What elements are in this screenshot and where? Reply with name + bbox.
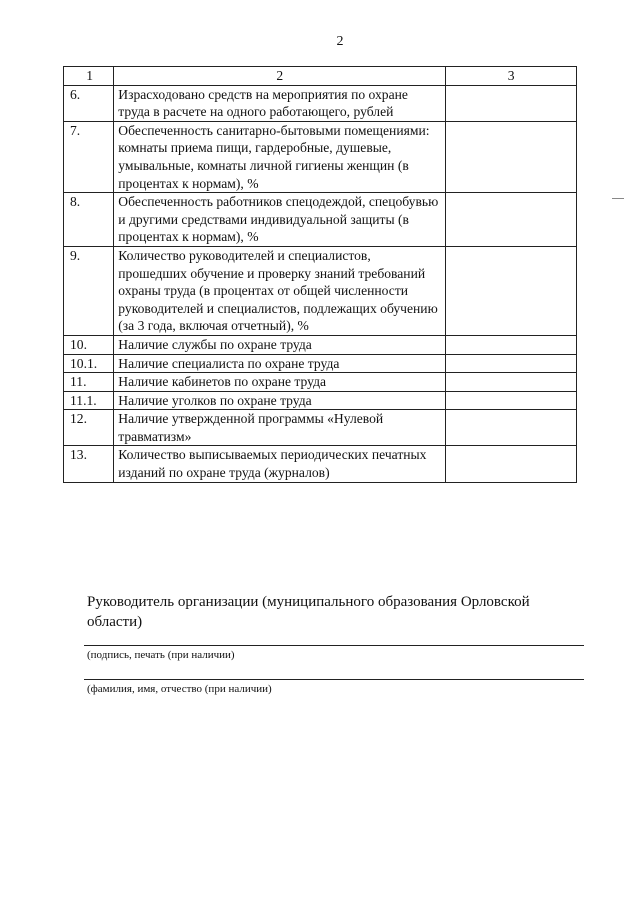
header-cell-indicator: 2 <box>114 67 446 86</box>
row-indicator: Наличие утвержденной программы «Нулевой травматизм» <box>114 410 446 446</box>
row-value <box>446 391 577 410</box>
row-indicator: Наличие уголков по охране труда <box>114 391 446 410</box>
row-number: 10. <box>64 335 114 354</box>
row-indicator: Обеспеченность санитарно-бытовыми помещениями: комнаты приема пищи, гардеробные, душевые, умывальные, комнаты личной гигиены женщин (в процентах к нормам), % <box>114 121 446 192</box>
row-indicator: Количество выписываемых периодических печатных изданий по охране труда (журналов) <box>114 446 446 482</box>
row-value <box>446 246 577 335</box>
table-row <box>64 193 577 247</box>
row-value <box>446 410 577 446</box>
row-number: 13. <box>64 446 114 482</box>
signature-title: Руководитель организации (муниципального образования Орловской области) <box>87 594 530 630</box>
table-row <box>64 373 577 392</box>
table-row <box>64 335 577 354</box>
row-value <box>446 373 577 392</box>
table-header-row <box>64 67 577 86</box>
row-value <box>446 335 577 354</box>
row-value <box>446 193 577 247</box>
table-row <box>64 246 577 335</box>
header-cell-number: 1 <box>64 67 114 86</box>
full-name-line <box>84 679 584 680</box>
row-value <box>446 85 577 121</box>
report-table <box>63 66 577 483</box>
table-row <box>64 121 577 192</box>
row-number: 8. <box>64 193 114 247</box>
row-value <box>446 446 577 482</box>
row-number: 6. <box>64 85 114 121</box>
table-row <box>64 85 577 121</box>
table-row <box>64 410 577 446</box>
row-number: 12. <box>64 410 114 446</box>
page-number: 2 <box>336 34 344 49</box>
row-number: 11. <box>64 373 114 392</box>
row-value <box>446 354 577 373</box>
row-number: 7. <box>64 121 114 192</box>
table-row <box>64 354 577 373</box>
scan-mark <box>612 198 624 199</box>
row-indicator: Количество руководителей и специалистов, прошедших обучение и проверку знаний требований охраны труда (в процентах от общей численности руководителей и специалистов, подлежащих обучению (за 3 года, включая отчетный), % <box>114 246 446 335</box>
row-indicator: Обеспеченность работников спецодеждой, спецобувью и другими средствами индивидуальной защиты (в процентах к нормам), % <box>114 193 446 247</box>
row-indicator: Наличие службы по охране труда <box>114 335 446 354</box>
row-number: 10.1. <box>64 354 114 373</box>
row-number: 11.1. <box>64 391 114 410</box>
row-number: 9. <box>64 246 114 335</box>
full-name-caption: (фамилия, имя, отчество (при наличии) <box>87 683 272 695</box>
row-indicator: Наличие специалиста по охране труда <box>114 354 446 373</box>
row-indicator: Наличие кабинетов по охране труда <box>114 373 446 392</box>
row-value <box>446 121 577 192</box>
signature-caption: (подпись, печать (при наличии) <box>87 649 235 661</box>
row-indicator: Израсходовано средств на мероприятия по охране труда в расчете на одного работающего, рублей <box>114 85 446 121</box>
signature-line <box>84 645 584 646</box>
table-row <box>64 446 577 482</box>
table-row <box>64 391 577 410</box>
header-cell-value: 3 <box>446 67 577 86</box>
